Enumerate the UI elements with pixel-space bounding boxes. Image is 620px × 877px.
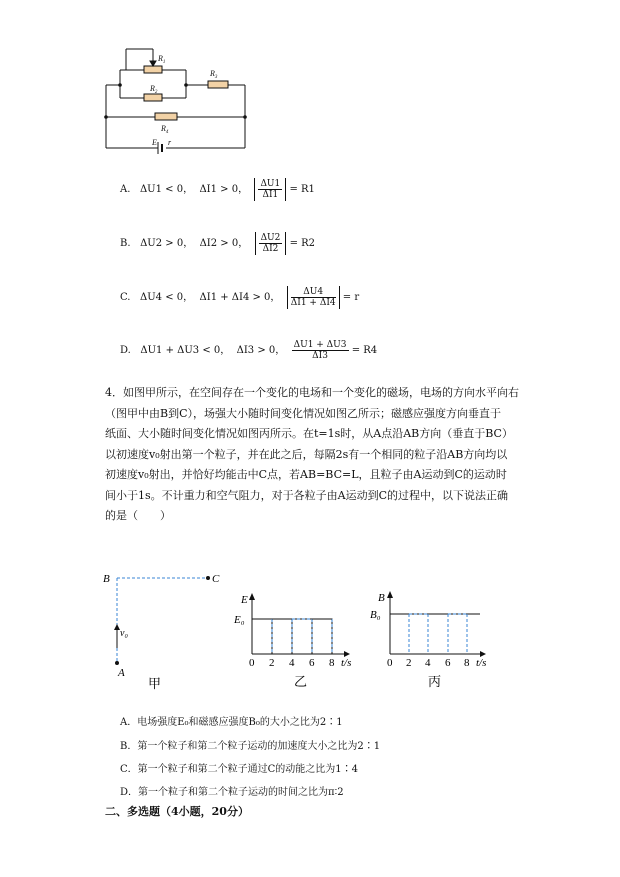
prev-option-d: D. ΔU1 + ΔU3 < 0， ΔI3 > 0， $\frac{\Delta U1 + \Delta U3}{\Delta I3}$ = R4 [120,340,378,361]
question-line: 4．如图甲所示，在空间存在一个变化的电场和一个变化的磁场，电场的方向水平向右 [105,386,519,399]
figure-yi [232,588,362,694]
prev-option-b: B. ΔU2 > 0， ΔI2 > 0， $\frac{\Delta U2}{\Delta I2}$ = R2 [120,233,316,254]
yi-unit: t/s [341,657,352,669]
label-r: r [168,138,172,147]
question-line: （图甲中由B到C），场强大小随时间变化情况如图乙所示；磁感应强度方向垂直于 [105,406,501,420]
figure-bing [368,588,498,694]
label-e: E [152,138,157,147]
caption-jia: 甲 [148,676,162,691]
yi-tick: 8 [329,657,335,669]
bing-unit: t/s [476,657,487,669]
label-r4: $R_4$ [161,124,169,135]
yi-level-label: E₀ [234,614,245,626]
caption-bing: 丙 [428,674,442,689]
figure-jia [100,568,230,693]
bing-tick: 0 [387,657,393,669]
bing-axis-label: B [378,592,385,604]
section-heading: 二、多选题（4小题，20分） [105,805,249,818]
yi-tick: 4 [289,657,295,669]
yi-axis-label: E [241,594,248,606]
label-r2: $R_2$ [150,84,158,95]
prev-option-a: A. ΔU1 < 0， ΔI1 > 0， $\frac{\Delta U1}{\Delta I1}$ = R1 [120,179,315,200]
choice-a: A．电场强度E₀和磁感应强度B₀的大小之比为2∶1 [120,717,343,728]
caption-yi: 乙 [294,674,308,689]
label-r3: $R_3$ [210,69,218,80]
choice-c: C．第一个粒子和第二个粒子通过C的动能之比为1∶4 [120,764,359,775]
question-line: 初速度v₀射出，并恰好均能击中C点，若AB=BC=L，且粒子由A运动到C的运动时 [105,468,507,481]
point-c-label: C [212,573,220,585]
point-a-label: A [118,667,125,679]
point-b-label: B [103,573,110,585]
prev-option-c: C. ΔU4 < 0， ΔI1 + ΔI4 > 0， $\frac{\Delta U4}{\Delta I1 + \Delta I4}$ = r [120,287,360,308]
question-line: 间小于1s。不计重力和空气阻力，对于各粒子由A运动到C的过程中，以下说法正确 [105,488,509,502]
yi-tick: 2 [269,657,275,669]
bing-tick: 4 [425,657,431,669]
yi-tick: 0 [249,657,255,669]
choice-d: D．第一个粒子和第二个粒子运动的时间之比为π∶2 [120,787,344,798]
question-line: 的是（ ） [105,509,171,522]
question-4-text [105,383,545,527]
v0-label: v₀ [120,628,128,639]
bing-tick: 2 [406,657,412,669]
bing-tick: 8 [464,657,470,669]
question-line: 纸面、大小随时间变化情况如图丙所示。在t=1s时，从A点沿AB方向（垂直于BC） [105,427,513,440]
yi-tick: 6 [309,657,315,669]
label-r1: $R_1$ [158,54,166,65]
bing-level-label: B₀ [370,609,381,621]
circuit-diagram [100,45,260,160]
bing-tick: 6 [445,657,451,669]
choice-b: B．第一个粒子和第二个粒子运动的加速度大小之比为2∶1 [120,741,381,752]
question-line: 以初速度v₀射出第一个粒子，并在此之后，每隔2s有一个相同的粒子沿AB方向均以 [105,447,508,461]
